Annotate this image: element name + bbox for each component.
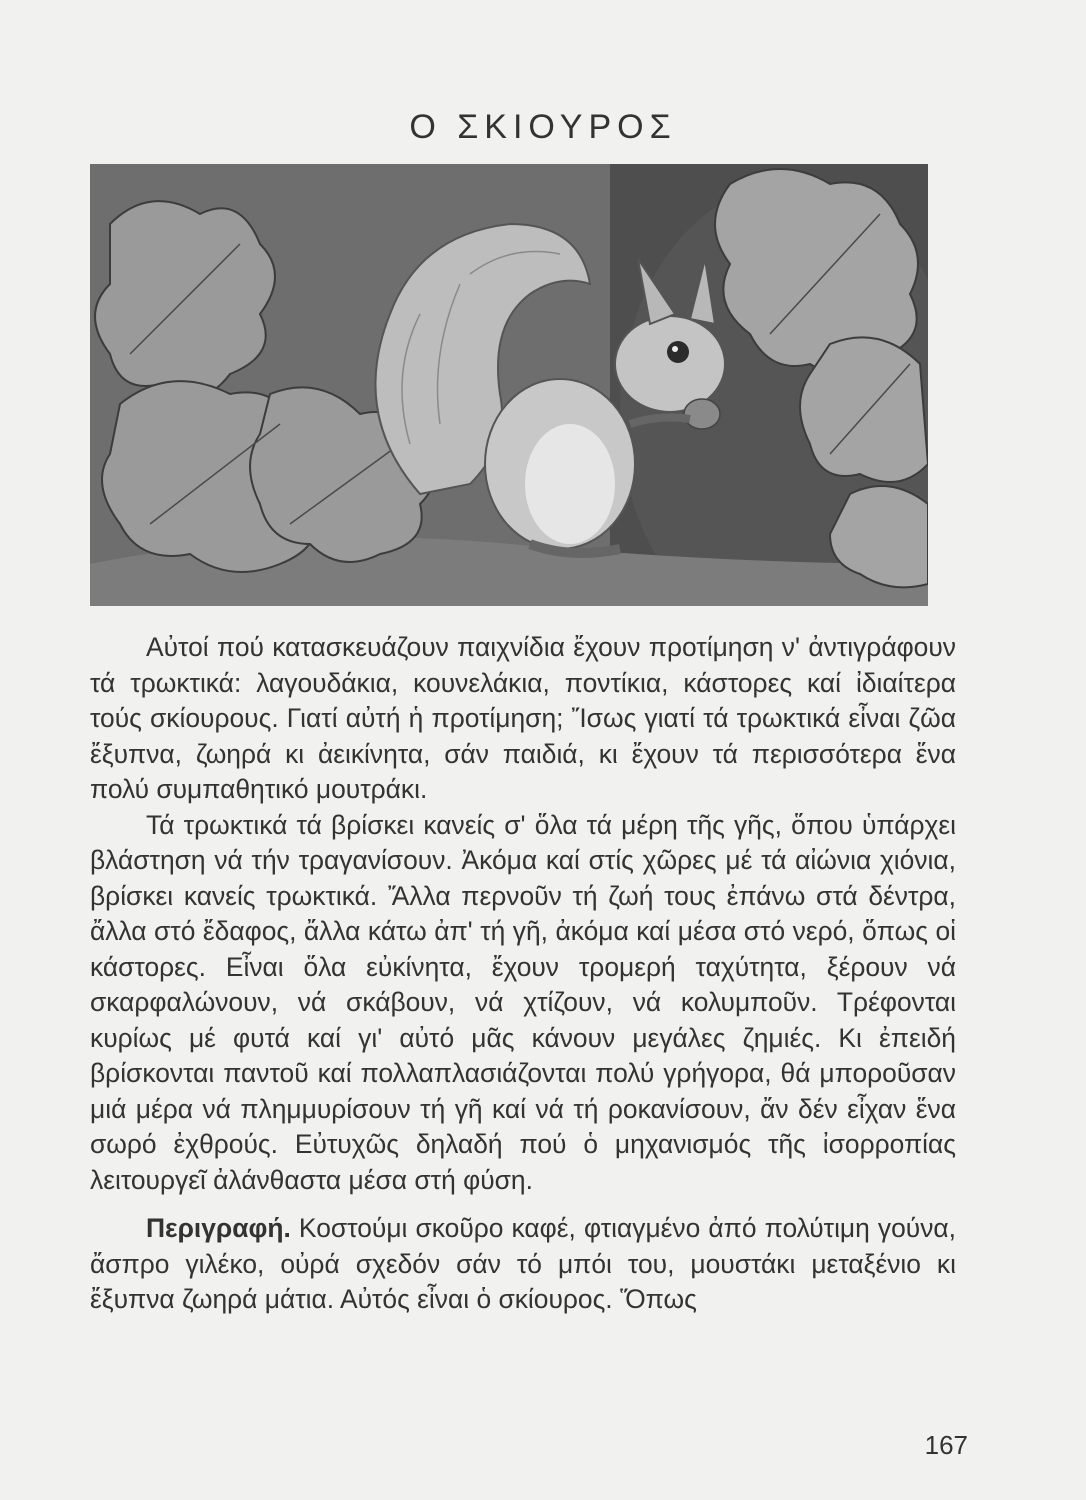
page-title: Ο ΣΚΙΟΥΡΟΣ xyxy=(409,108,677,146)
description-text: Κοστούμι σκοῦρο καφέ, φτιαγμένο ἀπό πολύτιμη γούνα, ἄσπρο γιλέκο, οὐρά σχεδόν σάν τό μπόι του, μουστάκι μεταξένιο κι ἔξυπνα ζωηρά μάτια. Αὐτός εἶναι ὁ σκίουρος. Ὅπως xyxy=(90,1213,956,1314)
squirrel-drawing xyxy=(90,164,928,606)
description-label: Περιγραφή. xyxy=(146,1213,291,1243)
paragraph-intro: Αὐτοί πού κατασκευάζουν παιχνίδια ἔχουν προτίμηση ν' ἀντιγράφουν τά τρωκτικά: λαγουδάκια, κουνελάκια, ποντίκια, κάστορες καί ἰδιαίτερα τούς σκίουρους. Γιατί αὐτή ἡ προτίμηση; Ἴσως γιατί τά τρωκτικά εἶναι ζῶα ἔξυπνα, ζωηρά κι ἀεικίνητα, σάν παιδιά, κι ἔχουν τά περισσότερα ἕνα πολύ συμπαθητικό μουτράκι. xyxy=(90,632,956,804)
paragraph-description xyxy=(90,1211,956,1318)
paragraph-rodents: Τά τρωκτικά τά βρίσκει κανείς σ' ὅλα τά μέρη τῆς γῆς, ὅπου ὑπάρχει βλάστηση νά τήν τραγανίσουν. Ἀκόμα καί στίς χῶρες μέ τά αἰώνια χιόνια, βρίσκει κανείς τρωκτικά. Ἄλλα περνοῦν τή ζωή τους ἐπάνω στά δέντρα, ἄλλα στό ἔδαφος, ἄλλα κάτω ἀπ' τή γῆ, ἀκόμα καί μέσα στό νερό, ὅπως οἱ κάστορες. Εἶναι ὅλα εὐκίνητα, ἔχουν τρομερή ταχύτητα, ξέρουν νά σκαρφαλώνουν, νά σκάβουν, νά χτίζουν, νά κολυμποῦν. Τρέφονται κυρίως μέ φυτά καί γι' αὐτό μᾶς κάνουν μεγάλες ζημιές. Κι ἐπειδή βρίσκονται παντοῦ καί πολλαπλασιάζονται πολύ γρήγορα, θά μποροῦσαν μιά μέρα νά πλημμυρίσουν τή γῆ καί νά τή ροκανίσουν, ἄν δέν εἶχαν ἕνα σωρό ἐχθρούς. Εὐτυχῶς δηλαδή πού ὁ μηχανισμός τῆς ἰσορροπίας λειτουργεῖ ἀλάνθαστα μέσα στή φύση. xyxy=(90,809,956,1195)
page-number: 167 xyxy=(924,1430,968,1460)
squirrel-illustration xyxy=(90,164,928,606)
article-body xyxy=(90,630,956,1318)
